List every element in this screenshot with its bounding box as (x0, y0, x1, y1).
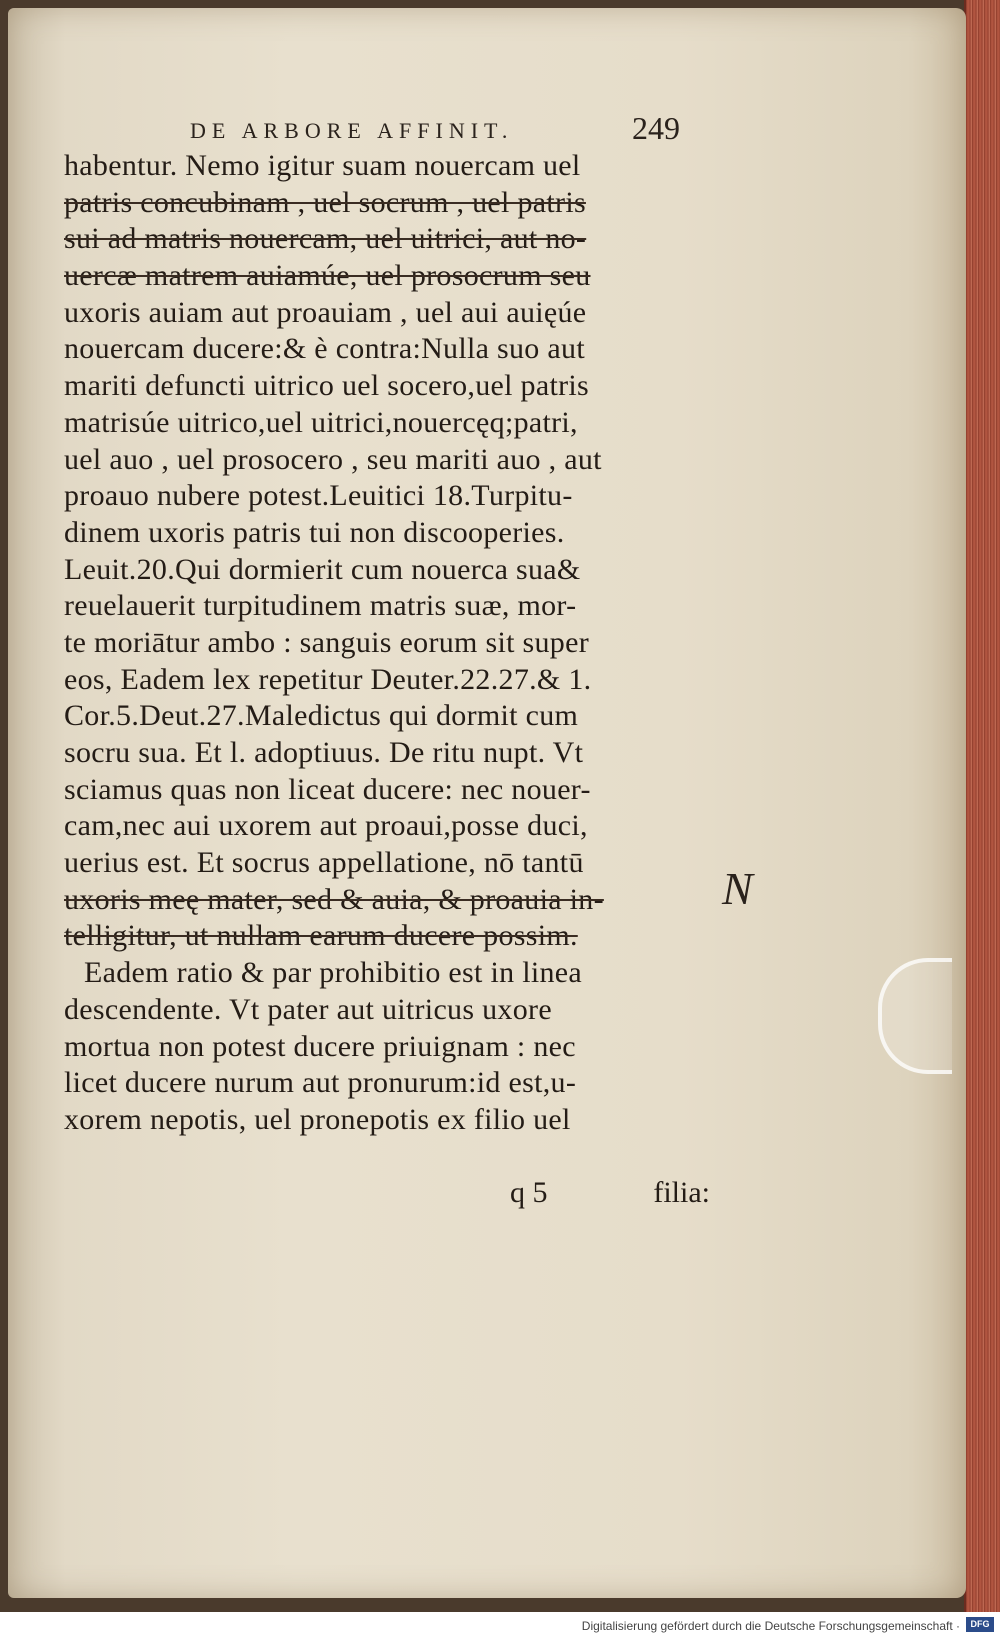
text-line: descendente. Vt pater aut uitricus uxore (64, 992, 552, 1026)
text-line: socru sua. Et l. adoptiuus. De ritu nupt. Vt (64, 736, 584, 769)
text-line: reuelauerit turpitudinem matris suæ, mor- (64, 589, 577, 623)
text-line: sciamus quas non liceat ducere: nec nouer- (64, 772, 591, 806)
text-line: xorem nepotis, uel pronepotis ex filio uel (64, 1102, 571, 1136)
text-line: eos, Eadem lex repetitur Deuter.22.27.& 1. (64, 662, 592, 696)
marginal-handwritten-mark: N (722, 863, 753, 914)
text-line: mortua non potest ducere priuignam : nec (64, 1029, 576, 1063)
text-line: uxoris auiam aut proauiam , uel aui auięúe (64, 295, 587, 329)
running-head: DE ARBORE AFFINIT. (190, 118, 514, 143)
text-line: cam,nec aui uxorem aut proaui,posse duci, (64, 809, 588, 843)
text-line: licet ducere nurum aut pronurum:id est,u- (64, 1066, 577, 1100)
funding-notice: Digitalisierung gefördert durch die Deutsche Forschungsgemeinschaft · (581, 1619, 960, 1633)
text-line: uerius est. Et socrus appellatione, nō tantū (64, 846, 584, 880)
text-line: Eadem ratio & par prohibitio est in linea (84, 956, 582, 990)
text-line: uel auo , uel prosocero , seu mariti auo , aut (64, 442, 602, 476)
text-line: dinem uxoris patris tui non discooperies. (64, 515, 565, 549)
text-line: matrisúe uitrico,uel uitrici,nouercęq;patri, (64, 405, 578, 439)
signature-mark: q 5 (510, 1176, 548, 1209)
text-line: nouercam ducere:& è contra:Nulla suo aut (64, 332, 585, 366)
text-line: uercæ matrem auiamúe, uel prosocrum seu (64, 259, 591, 293)
text-line: uxoris meę mater, sed & auia, & proauia in- (64, 882, 604, 916)
dfg-logo-icon: DFG (966, 1617, 994, 1632)
text-line: telligitur, ut nullam earum ducere possim. (64, 919, 578, 953)
text-line: Cor.5.Deut.27.Maledictus qui dormit cum (64, 699, 579, 733)
page-fore-edge (964, 0, 1000, 1612)
text-line: sui ad matris nouercam, uel uitrici, aut no- (64, 222, 587, 256)
page-clip (878, 958, 952, 1074)
catchword: filia: (653, 1176, 710, 1209)
text-line: proauo nubere potest.Leuitici 18.Turpitu- (64, 479, 573, 513)
footer-bar (0, 1612, 1000, 1639)
text-line: Leuit.20.Qui dormierit cum nouerca sua& (64, 552, 581, 586)
text-line: te moriātur ambo : sanguis eorum sit super (64, 625, 590, 659)
text-block (64, 148, 704, 1139)
text-line: mariti defuncti uitrico uel socero,uel patris (64, 369, 589, 403)
text-line: habentur. Nemo igitur suam nouercam uel (64, 149, 581, 182)
text-line: patris concubinam , uel socrum , uel patris (64, 185, 586, 219)
catch-row (500, 1176, 710, 1216)
page-number: 249 (632, 110, 680, 146)
